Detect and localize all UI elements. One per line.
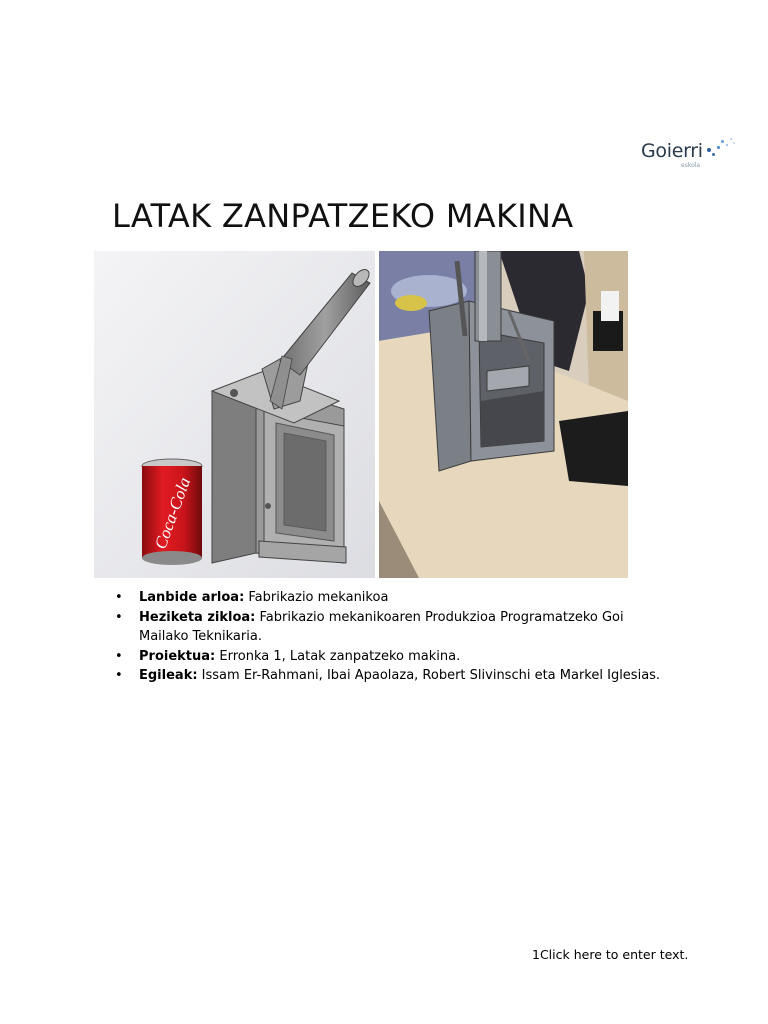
bullet-mark: • xyxy=(115,648,123,664)
detail-value: Fabrikazio mekanikoaren Produkzioa Programatzeko Goi Mailako Teknikaria. xyxy=(139,609,624,644)
logo-dot xyxy=(726,144,728,146)
detail-value: Issam Er-Rahmani, Ibai Apaolaza, Robert Slivinschi eta Markel Iglesias. xyxy=(197,668,661,683)
machine-render-image xyxy=(94,251,375,578)
project-details-list xyxy=(115,588,675,686)
logo-text: Goierri xyxy=(641,140,703,162)
logo-dot xyxy=(733,142,735,144)
detail-value: Fabrikazio mekanikoa xyxy=(244,590,389,605)
bullet-mark: • xyxy=(115,590,123,605)
bullet-mark: • xyxy=(115,609,123,625)
page-number: 1 xyxy=(532,947,540,962)
list-item xyxy=(115,647,675,667)
logo-dot xyxy=(712,153,715,156)
logo-dot xyxy=(730,138,732,140)
page-footer xyxy=(532,947,688,962)
can-logo-text: Coca-Cola xyxy=(150,474,195,552)
bullet-mark: • xyxy=(115,668,123,683)
logo-subtext: eskola xyxy=(681,162,701,169)
detail-label: Heziketa zikloa: xyxy=(139,609,256,625)
document-title: LATAK ZANPATZEKO MAKINA xyxy=(112,197,574,235)
detail-label: Egileak: xyxy=(139,668,198,683)
goierri-logo xyxy=(641,136,741,172)
detail-label: Lanbide arloa: xyxy=(139,590,245,605)
logo-dot xyxy=(721,140,724,143)
machine-photo-image xyxy=(379,251,628,578)
logo-dot xyxy=(717,146,720,149)
detail-value: Erronka 1, Latak zanpatzeko makina. xyxy=(215,648,461,664)
detail-label: Proiektua: xyxy=(139,648,216,664)
footer-placeholder-field[interactable]: Click here to enter text. xyxy=(539,947,689,962)
list-item xyxy=(115,608,675,647)
list-item xyxy=(115,588,675,608)
logo-dot xyxy=(707,148,711,152)
list-item xyxy=(115,666,675,686)
